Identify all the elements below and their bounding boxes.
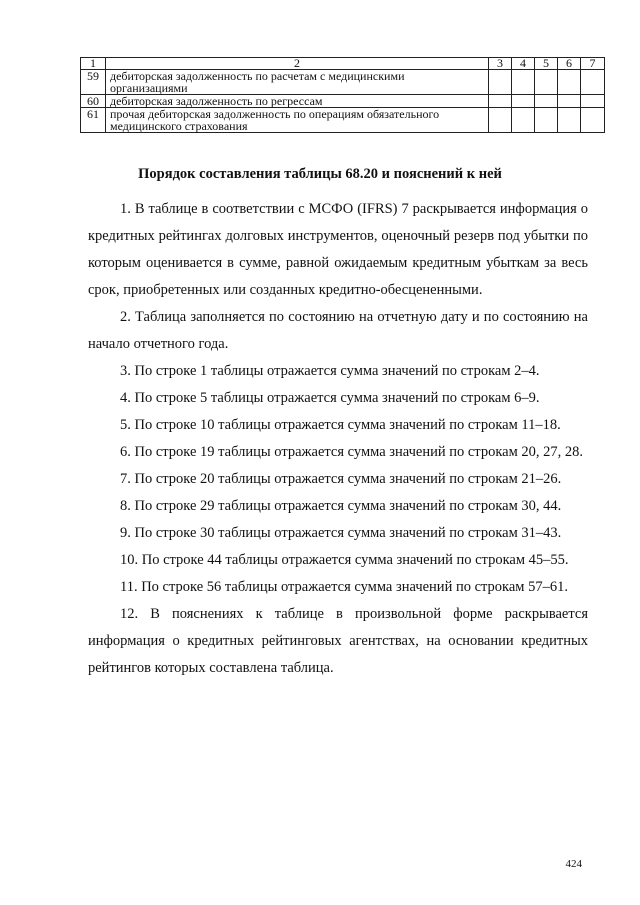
paragraph-2: 2. Таблица заполняется по состоянию на отчетную дату и по состоянию на начало отчетного года. [88,309,588,352]
row-text: дебиторская задолженность по регрессам [106,95,489,108]
page-number: 424 [565,858,582,870]
row-text: прочая дебиторская задолженность по операциям обязательного медицинского страхования [106,108,489,133]
empty-cell [535,70,558,95]
empty-cell [535,95,558,108]
body-text [88,196,588,682]
empty-cell [489,70,512,95]
table-row [81,108,605,133]
empty-cell [558,95,581,108]
paragraph-3: 3. По строке 1 таблицы отражается сумма значений по строкам 2–4. [120,363,540,379]
header-cell: 3 [489,58,512,70]
header-cell: 5 [535,58,558,70]
table-row [81,70,605,95]
empty-cell [489,95,512,108]
section-title: Порядок составления таблицы 68.20 и пояснений к ней [138,166,502,182]
paragraph-4: 4. По строке 5 таблицы отражается сумма значений по строкам 6–9. [120,390,540,406]
paragraph-1: 1. В таблице в соответствии с МСФО (IFRS) 7 раскрывается информация о кредитных рейтингах долговых инструментов, оценочный резерв под убытки по которым оценивается в сумме, равной ожидаемым кредитным убыткам за весь срок, приобретенных или созданных кредитно-обесцененными. [88,201,588,298]
header-cell: 2 [106,58,489,70]
header-cell: 6 [558,58,581,70]
empty-cell [535,108,558,133]
header-cell: 7 [581,58,605,70]
empty-cell [581,70,605,95]
paragraph-9: 9. По строке 30 таблицы отражается сумма значений по строкам 31–43. [120,525,562,541]
table-header-row [81,58,605,70]
paragraph-8: 8. По строке 29 таблицы отражается сумма значений по строкам 30, 44. [120,498,562,514]
paragraph-6: 6. По строке 19 таблицы отражается сумма значений по строкам 20, 27, 28. [120,444,584,460]
empty-cell [558,70,581,95]
empty-cell [512,95,535,108]
paragraph-5: 5. По строке 10 таблицы отражается сумма значений по строкам 11–18. [120,417,561,433]
empty-cell [512,70,535,95]
empty-cell [558,108,581,133]
paragraph-12: 12. В пояснениях к таблице в произвольной форме раскрывается информация о кредитных рейтинговых агентствах, на основании кредитных рейтингов которых составлена таблица. [88,606,588,676]
paragraph-10: 10. По строке 44 таблицы отражается сумма значений по строкам 45–55. [120,552,569,568]
row-number: 60 [81,95,106,108]
empty-cell [581,108,605,133]
header-cell: 4 [512,58,535,70]
row-number: 59 [81,70,106,95]
row-text: дебиторская задолженность по расчетам с медицинскими организациями [106,70,489,95]
paragraph-7: 7. По строке 20 таблицы отражается сумма значений по строкам 21–26. [120,471,562,487]
header-cell: 1 [81,58,106,70]
table-row [81,95,605,108]
data-table [80,57,605,133]
empty-cell [512,108,535,133]
paragraph-11: 11. По строке 56 таблицы отражается сумма значений по строкам 57–61. [120,579,568,595]
empty-cell [489,108,512,133]
empty-cell [581,95,605,108]
row-number: 61 [81,108,106,133]
